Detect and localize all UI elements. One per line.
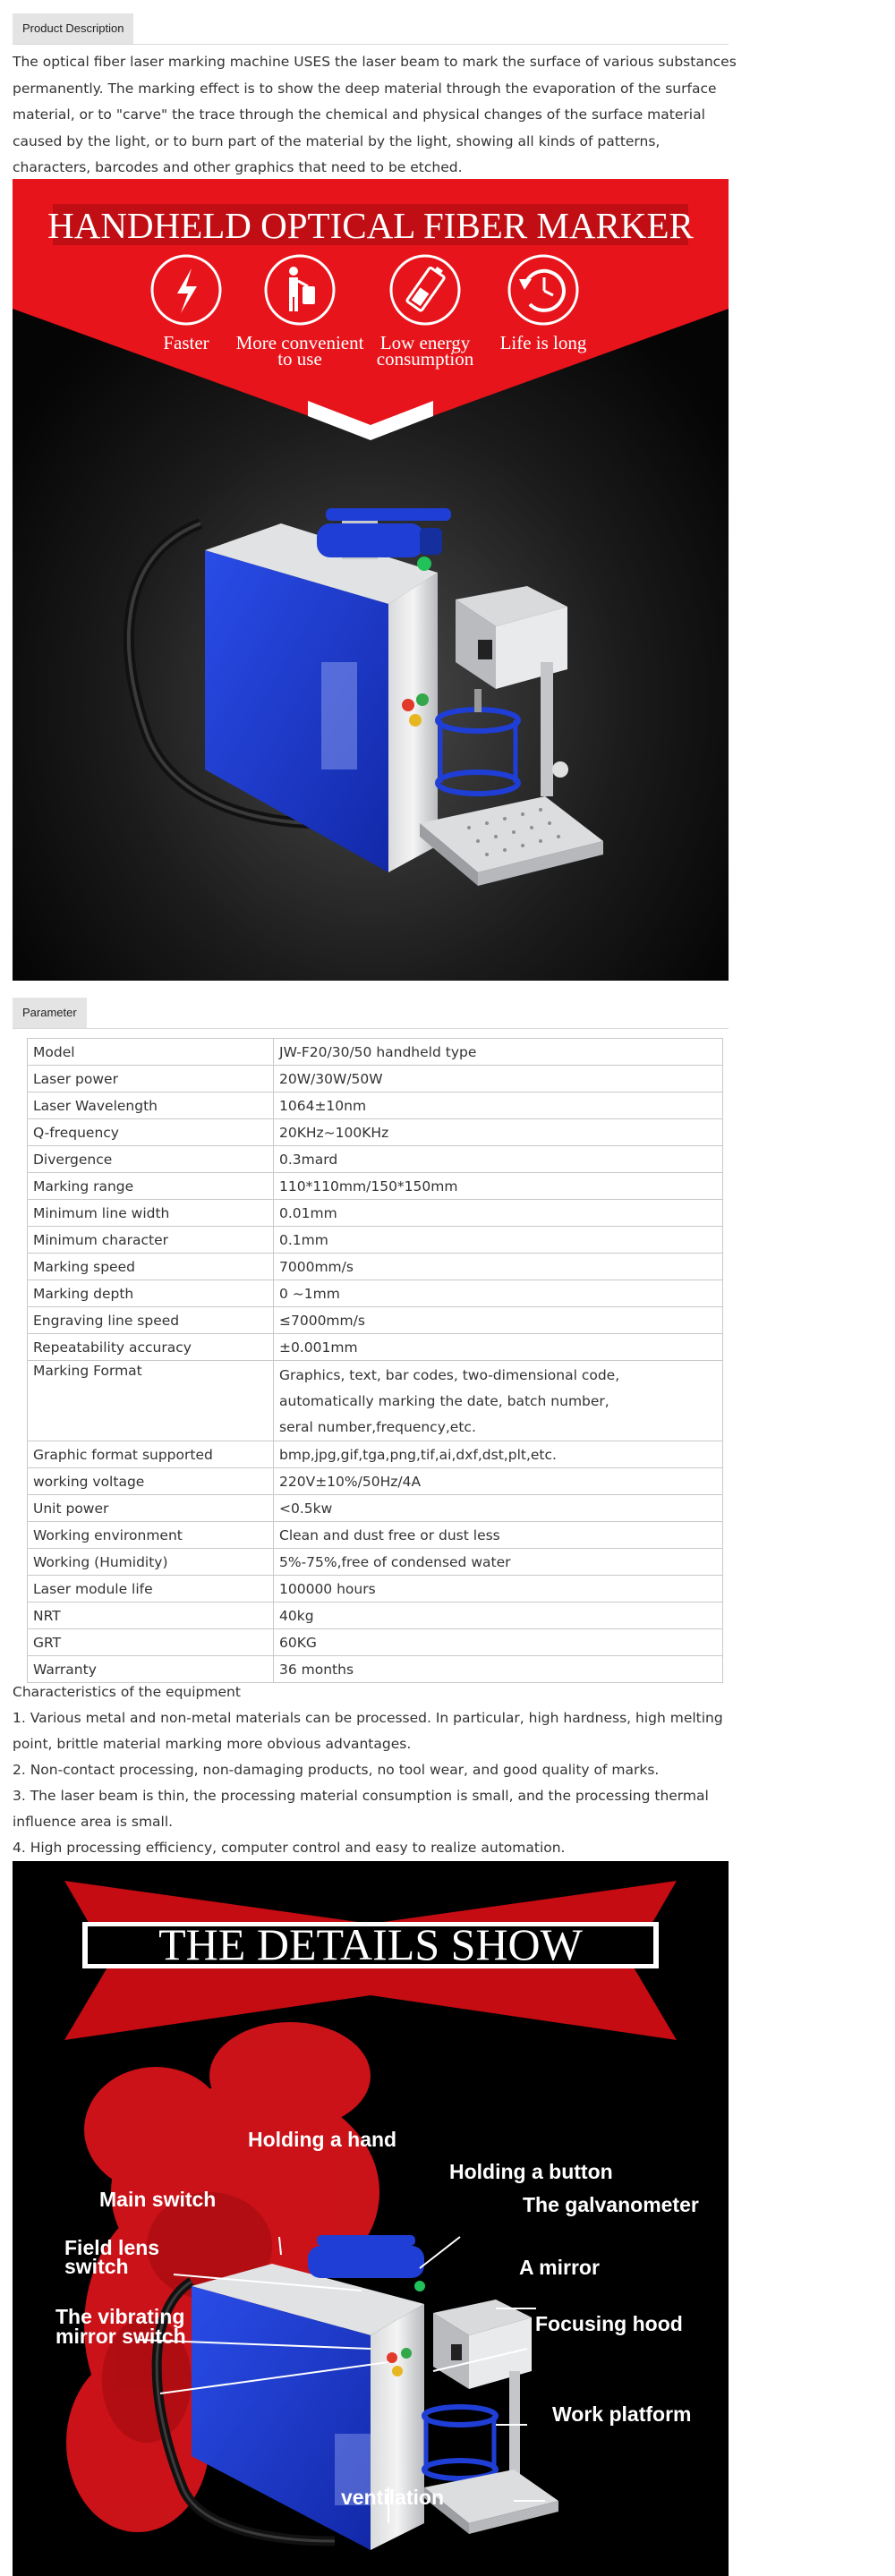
description-line: material, or to "carve" the trace through the chemical and physical changes of the surface material <box>13 106 705 123</box>
table-row <box>28 1549 723 1576</box>
table-row <box>28 1522 723 1549</box>
param-key: Graphic format supported <box>28 1441 274 1468</box>
feature-label: More convenient <box>235 332 364 353</box>
param-key: Working (Humidity) <box>28 1549 274 1576</box>
feature-label: to use <box>277 348 322 370</box>
param-key: Laser Wavelength <box>28 1092 274 1119</box>
param-key: Minimum character <box>28 1227 274 1254</box>
table-row <box>28 1495 723 1522</box>
description-line: The optical fiber laser marking machine USES the laser beam to mark the surface of various substances <box>13 54 737 70</box>
label-holding-button: Holding a button <box>449 2160 613 2183</box>
table-row <box>28 1441 723 1468</box>
param-value: 20W/30W/50W <box>274 1066 723 1092</box>
characteristics-heading: Characteristics of the equipment <box>13 1684 241 1700</box>
characteristics-line: 3. The laser beam is thin, the processing material consumption is small, and the processing thermal <box>13 1788 709 1804</box>
param-key: Q-frequency <box>28 1119 274 1146</box>
characteristics-line: 1. Various metal and non-metal materials can be processed. In particular, high hardness, high melting <box>13 1710 723 1726</box>
param-value: 20KHz~100KHz <box>274 1119 723 1146</box>
label-ventilation: ventilation <box>341 2486 445 2509</box>
param-key: Model <box>28 1039 274 1066</box>
param-value: 220V±10%/50Hz/4A <box>274 1468 723 1495</box>
characteristics-text <box>13 1679 737 1861</box>
table-row <box>28 1039 723 1066</box>
param-value: 5%-75%,free of condensed water <box>274 1549 723 1576</box>
description-line: characters, barcodes and other graphics that need to be etched. <box>13 159 463 175</box>
table-row <box>28 1468 723 1495</box>
feature-label: Low energy <box>379 332 471 353</box>
param-key: GRT <box>28 1629 274 1656</box>
label-vibrating-mirror: mirror switch <box>55 2325 186 2348</box>
param-value <box>274 1361 723 1441</box>
characteristics-line: point, brittle material marking more obvious advantages. <box>13 1736 412 1752</box>
param-key: working voltage <box>28 1468 274 1495</box>
param-key: Marking depth <box>28 1280 274 1307</box>
param-value: Clean and dust free or dust less <box>274 1522 723 1549</box>
table-row <box>28 1361 723 1441</box>
label-main-switch: Main switch <box>99 2188 217 2211</box>
param-value: 110*110mm/150*150mm <box>274 1173 723 1200</box>
param-value: <0.5kw <box>274 1495 723 1522</box>
table-row <box>28 1119 723 1146</box>
table-row <box>28 1629 723 1656</box>
param-key: Minimum line width <box>28 1200 274 1227</box>
param-key: Marking range <box>28 1173 274 1200</box>
details-banner-image <box>13 1861 729 2576</box>
param-value: bmp,jpg,gif,tga,png,tif,ai,dxf,dst,plt,etc. <box>274 1441 723 1468</box>
param-value: 0.01mm <box>274 1200 723 1227</box>
feature-label: Life is long <box>499 332 587 353</box>
table-row <box>28 1307 723 1334</box>
param-value: 40kg <box>274 1603 723 1629</box>
param-value: 36 months <box>274 1656 723 1683</box>
description-line: permanently. The marking effect is to show the deep material through the evaporation of the surface <box>13 80 717 97</box>
param-value: 100000 hours <box>274 1576 723 1603</box>
label-field-lens: Field lens <box>64 2236 160 2259</box>
param-value-line: Graphics, text, bar codes, two-dimensional code, <box>279 1367 620 1383</box>
details-title: THE DETAILS SHOW <box>158 1919 583 1969</box>
banner-title: HANDHELD OPTICAL FIBER MARKER <box>47 205 694 246</box>
label-mirror: A mirror <box>519 2256 600 2279</box>
table-row <box>28 1254 723 1280</box>
label-holding-hand: Holding a hand <box>248 2128 397 2151</box>
param-key: Divergence <box>28 1146 274 1173</box>
param-key: Unit power <box>28 1495 274 1522</box>
tab-divider <box>13 1028 729 1029</box>
param-value: 0.3mard <box>274 1146 723 1173</box>
table-row <box>28 1227 723 1254</box>
characteristics-line: 2. Non-contact processing, non-damaging products, no tool wear, and good quality of marks. <box>13 1762 660 1778</box>
param-value: 60KG <box>274 1629 723 1656</box>
label-work-platform: Work platform <box>552 2402 692 2426</box>
tab-divider <box>13 44 729 45</box>
table-row <box>28 1576 723 1603</box>
param-key: Warranty <box>28 1656 274 1683</box>
param-value: 0 ~1mm <box>274 1280 723 1307</box>
param-value: ≤7000mm/s <box>274 1307 723 1334</box>
param-key: Engraving line speed <box>28 1307 274 1334</box>
param-value: 1064±10nm <box>274 1092 723 1119</box>
table-row <box>28 1173 723 1200</box>
label-vibrating-mirror: The vibrating <box>55 2305 185 2328</box>
parameter-table <box>27 1038 723 1683</box>
characteristics-line: 4. High processing efficiency, computer control and easy to realize automation. <box>13 1840 566 1856</box>
param-key: NRT <box>28 1603 274 1629</box>
param-value: ±0.001mm <box>274 1334 723 1361</box>
label-focusing-hood: Focusing hood <box>535 2312 683 2335</box>
product-description-text <box>13 49 737 182</box>
table-row <box>28 1334 723 1361</box>
table-row <box>28 1603 723 1629</box>
parameter-tab[interactable]: Parameter <box>13 998 87 1028</box>
feature-label: consumption <box>376 348 474 370</box>
param-key: Laser power <box>28 1066 274 1092</box>
table-row <box>28 1656 723 1683</box>
param-key: Laser module life <box>28 1576 274 1603</box>
table-row <box>28 1092 723 1119</box>
product-description-tab[interactable]: Product Description <box>13 13 133 44</box>
table-row <box>28 1066 723 1092</box>
param-value: JW-F20/30/50 handheld type <box>274 1039 723 1066</box>
table-row <box>28 1200 723 1227</box>
param-key: Repeatability accuracy <box>28 1334 274 1361</box>
param-value: 7000mm/s <box>274 1254 723 1280</box>
label-field-lens: switch <box>64 2255 129 2278</box>
param-key: Marking Format <box>28 1361 274 1441</box>
characteristics-line: influence area is small. <box>13 1814 174 1830</box>
product-banner-image <box>13 179 729 981</box>
table-row <box>28 1280 723 1307</box>
param-value-line: seral number,frequency,etc. <box>279 1419 476 1435</box>
param-value: 0.1mm <box>274 1227 723 1254</box>
feature-label: Faster <box>163 332 209 353</box>
description-line: caused by the light, or to burn part of the material by the light, showing all kinds of patterns, <box>13 132 661 149</box>
param-value-line: automatically marking the date, batch number, <box>279 1393 609 1409</box>
param-key: Working environment <box>28 1522 274 1549</box>
label-galvanometer: The galvanometer <box>523 2193 699 2216</box>
table-row <box>28 1146 723 1173</box>
param-key: Marking speed <box>28 1254 274 1280</box>
